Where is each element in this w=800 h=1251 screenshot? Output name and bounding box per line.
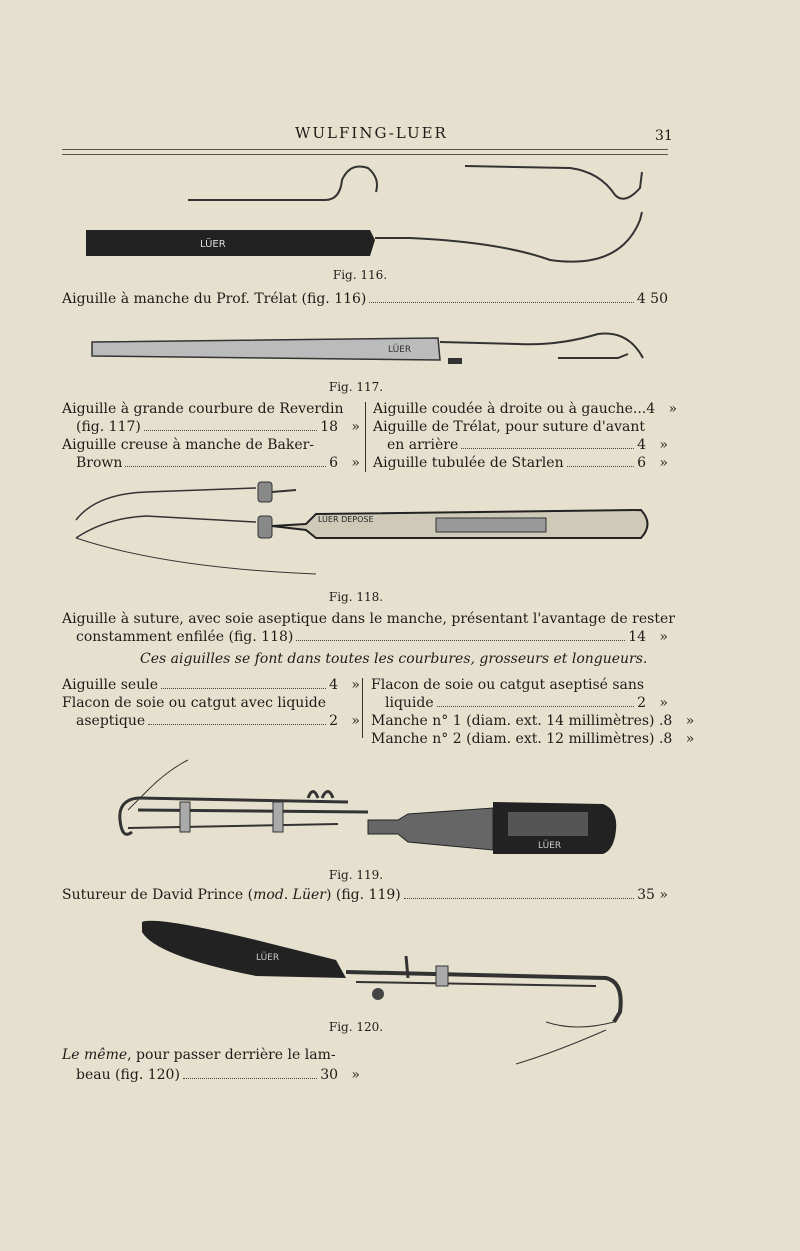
item-120-line1 (62, 1046, 336, 1064)
block2-right-price4: 8 (663, 731, 673, 747)
fig-117-brand: LÜER (388, 345, 412, 355)
fig-118-illustration (66, 478, 656, 588)
running-header: WULFING-LUER (295, 124, 448, 142)
column-divider (362, 678, 363, 738)
block2-right-row4 (371, 730, 695, 748)
block1-right-row1 (373, 400, 678, 418)
fig-116-brand: LÜER (200, 239, 226, 250)
ditto-mark: » (668, 401, 678, 417)
block1-right-price4: 6 (637, 455, 647, 471)
block1-left-price4: 6 (329, 455, 339, 471)
block2-right-line3: Manche n° 1 (diam. ext. 14 millimètres) . (371, 713, 664, 729)
block2-right-price3: 8 (663, 713, 673, 729)
column-divider (365, 402, 366, 472)
fig-120-caption: Fig. 120. (328, 1020, 384, 1034)
ditto-mark: » (659, 437, 668, 453)
block1-left-line4: Brown (76, 455, 123, 471)
block1-right-line1: Aiguille coudée à droite ou à gauche... (373, 401, 647, 417)
ditto-mark: » (685, 713, 695, 729)
ditto-mark: » (351, 455, 360, 471)
ditto-mark: » (351, 713, 360, 729)
fig-117-illustration (88, 328, 648, 378)
fig-118-brand: LÜER DEPOSE (318, 515, 374, 524)
item-118-line1: Aiguille à suture, avec soie aseptique dans le manche, présentant l'avantage de rester (62, 611, 675, 627)
block2-right-row3 (371, 712, 695, 730)
block1-left-price2: 18 (320, 419, 339, 435)
item-120-line2 (76, 1066, 360, 1084)
fig-120-brand: LÜER (256, 953, 280, 963)
page-number: 31 (655, 128, 673, 144)
block1-right-row4 (373, 454, 668, 472)
fig-119-caption: Fig. 119. (328, 868, 384, 882)
fig-117-caption: Fig. 117. (328, 380, 384, 394)
block1-right-row3 (373, 436, 668, 454)
item-120-price: 30 » (320, 1067, 360, 1083)
block1-right-line2: Aiguille de Trélat, pour suture d'avant (373, 419, 645, 435)
block2-left-price3: 2 (329, 713, 339, 729)
block2-left-line3: aseptique (76, 713, 146, 729)
fig-119-brand: LÜER (538, 841, 562, 851)
item-120-rest: , pour passer derrière le lam- (127, 1047, 336, 1063)
block2-right-line4: Manche n° 2 (diam. ext. 12 millimètres) . (371, 731, 664, 747)
block2-right-line1: Flacon de soie ou catgut aseptisé sans (371, 677, 645, 693)
fig-119-illustration (108, 750, 628, 860)
block2-left-line1: Aiguille seule (62, 677, 158, 693)
block2-left-price1: 4 (329, 677, 339, 693)
header-rule (62, 149, 668, 155)
block2-left-row3 (62, 712, 360, 730)
ditto-mark: » (685, 731, 695, 747)
item-116-text: Aiguille à manche du Prof. Trélat (fig. 116) (62, 291, 367, 307)
block1-left-line2: (fig. 117) (76, 419, 141, 435)
block1-right-line3: en arrière (387, 437, 459, 453)
ditto-mark: » (659, 695, 668, 711)
item-120-italic: Le même (62, 1047, 128, 1063)
block2-left-line2: Flacon de soie ou catgut avec liquide (62, 695, 327, 711)
item-116 (62, 290, 668, 308)
block2-right-line2: liquide (385, 695, 434, 711)
fig-116-caption: Fig. 116. (332, 268, 388, 282)
block1-right-price1: 4 (646, 401, 656, 417)
item-116-price: 4 50 (636, 291, 668, 307)
fig-118-caption: Fig. 118. (328, 590, 384, 604)
block1-right-line4: Aiguille tubulée de Starlen (373, 455, 564, 471)
block1-left-row4 (62, 454, 360, 472)
block1-left-line3: Aiguille creuse à manche de Baker- (62, 437, 315, 453)
ditto-mark: » (351, 677, 360, 693)
item-118-price: 14 » (628, 629, 668, 645)
ditto-mark: » (351, 419, 360, 435)
item-120-text: beau (fig. 120) (76, 1067, 180, 1083)
block1-left-row2 (62, 418, 360, 436)
ditto-mark: » (659, 455, 668, 471)
item-118-text: constamment enfilée (fig. 118) (76, 629, 294, 645)
item-118-line2 (76, 628, 668, 646)
item-119-price: 35 » (637, 887, 668, 903)
item-119-text: Sutureur de David Prince (mod. Lüer) (fig. 119) (62, 887, 401, 903)
fig-116-illustration (80, 160, 650, 270)
block2-left (62, 676, 360, 730)
block1-left (62, 400, 360, 472)
block2-right-price2: 2 (637, 695, 647, 711)
block2-left-row1 (62, 676, 360, 694)
block1-right (373, 400, 678, 472)
item-119 (62, 886, 668, 904)
block1-left-line1: Aiguille à grande courbure de Reverdin (62, 401, 344, 417)
block2-right-row2 (371, 694, 668, 712)
block1-right-price3: 4 (637, 437, 647, 453)
note-text: Ces aiguilles se font dans toutes les courbures, grosseurs et longueurs. (140, 651, 648, 667)
block2-right (371, 676, 695, 748)
